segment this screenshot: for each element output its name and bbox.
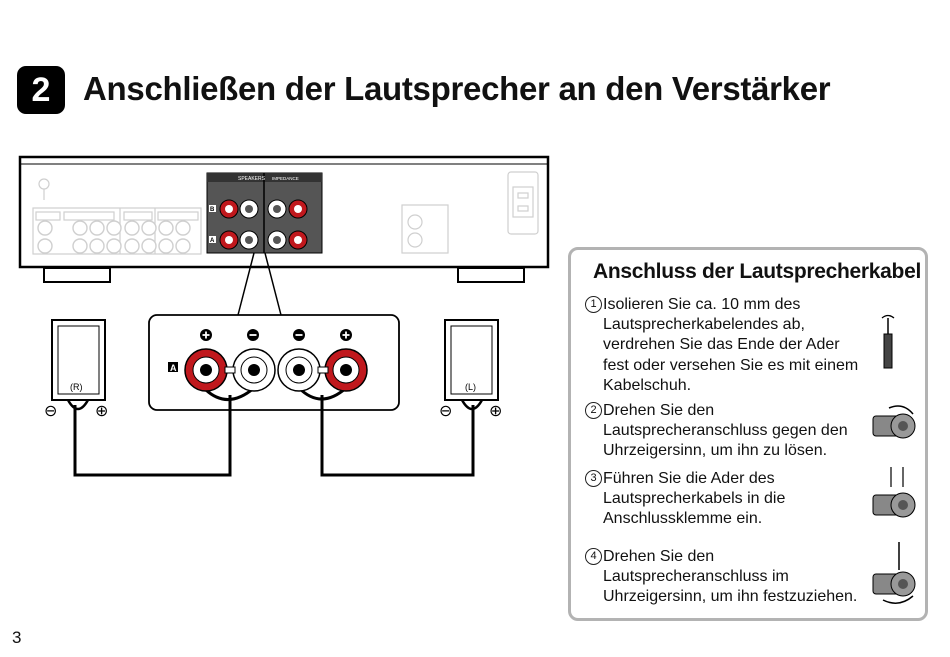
page-number: 3: [12, 628, 22, 647]
tighten-terminal-icon: [869, 540, 917, 608]
insert-wire-icon: [869, 465, 917, 529]
speaker-right-minus: ⊖: [44, 401, 58, 420]
step-text: Isolieren Sie ca. 10 mm des Lautsprecherkabelendes ab, verdrehen Sie das Ende der Ader fest oder versehen Sie es mit einem Kabelschuh.: [603, 296, 859, 394]
step-number: 4: [585, 548, 602, 565]
amp-group-b-label: B: [210, 207, 215, 213]
speaker-left-minus: ⊖: [439, 401, 453, 420]
panel-title: Anschluss der Lautsprecherkabel: [593, 260, 921, 283]
amp-impedance-label: IMPEDANCE: [272, 176, 299, 181]
speaker-right-label: (R): [70, 382, 83, 392]
amp-group-a-label: A: [210, 238, 215, 244]
stripped-wire-icon: [873, 310, 903, 372]
speaker-left-plus: ⊕: [489, 401, 503, 420]
connection-diagram: [0, 0, 560, 500]
amplifier-rear-panel: [20, 157, 548, 282]
step-text: Drehen Sie den Lautsprecheranschluss im Uhrzeigersinn, um ihn festzuziehen.: [603, 548, 858, 606]
step-text: Drehen Sie den Lautsprecheranschluss gegen den Uhrzeigersinn, um ihn zu lösen.: [603, 402, 848, 460]
step-number-badge: 2: [17, 66, 65, 114]
page-title: Anschließen der Lautsprecher an den Verstärker: [83, 70, 831, 107]
speaker-left-label: (L): [465, 382, 476, 392]
step-number: 1: [585, 296, 602, 313]
enlarged-terminal-detail: [149, 315, 399, 410]
loosen-terminal-icon: [869, 402, 917, 450]
amp-speaker-terminal-block: [207, 173, 322, 253]
step-number: 2: [585, 402, 602, 419]
step-number: 3: [585, 470, 602, 487]
step-text: Führen Sie die Ader des Lautsprecherkabels in die Anschlussklemme ein.: [603, 470, 786, 528]
speaker-left: [439, 320, 502, 420]
speaker-right-plus: ⊕: [95, 401, 109, 420]
terminal-group-label: A: [170, 363, 177, 373]
cable-connection-panel: [568, 247, 928, 621]
amp-speakers-label: SPEAKERS: [238, 176, 265, 182]
